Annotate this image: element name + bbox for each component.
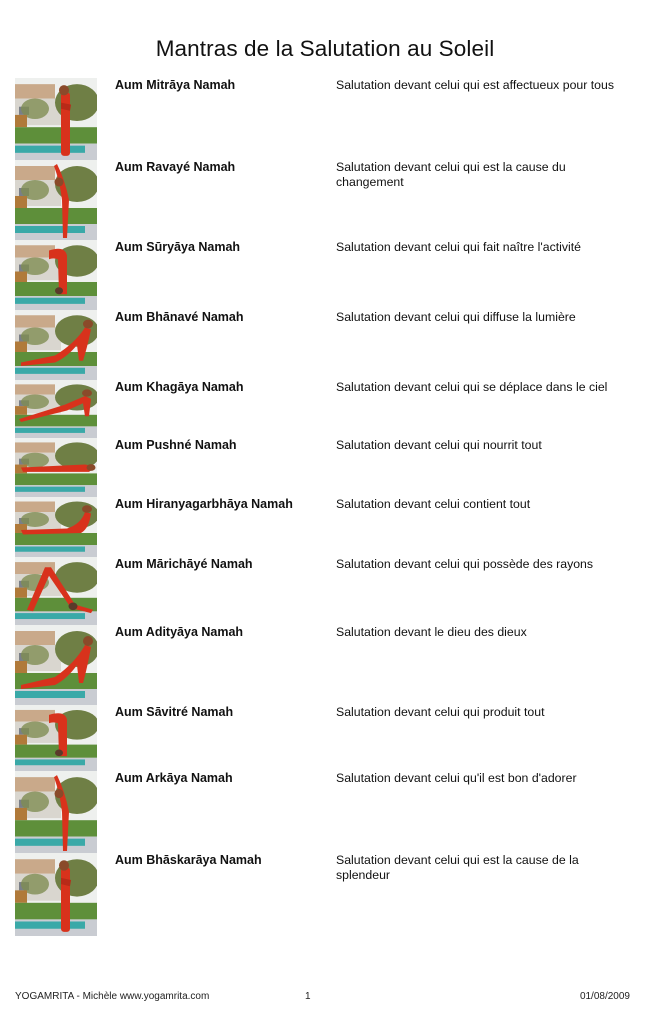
mantra-row xyxy=(0,771,650,853)
mantra-description: Salutation devant celui qui nourrit tout xyxy=(336,438,542,452)
pose-standing-prayer-icon xyxy=(15,78,97,160)
mantra-name: Aum Mārichāyé Namah xyxy=(115,557,253,571)
pose-plank-icon xyxy=(15,380,97,438)
pose-photo xyxy=(15,438,97,497)
mantra-description: Salutation devant celui qui produit tout xyxy=(336,705,545,719)
footer-page-number: 1 xyxy=(305,991,311,1002)
mantra-description: Salutation devant celui qu'il est bon d'adorer xyxy=(336,771,577,785)
pose-prone-icon xyxy=(15,438,97,497)
mantra-description: Salutation devant celui qui possède des rayons xyxy=(336,557,594,571)
mantra-description: Salutation devant celui qui est la cause de la splendeur xyxy=(336,853,579,882)
mantra-name: Aum Sūryāya Namah xyxy=(115,240,241,254)
mantra-row xyxy=(0,853,650,936)
mantra-name: Aum Bhāskarāya Namah xyxy=(115,853,262,867)
mantra-name: Aum Arkāya Namah xyxy=(115,771,233,785)
mantra-row xyxy=(0,78,650,160)
mantra-row xyxy=(0,240,650,310)
mantra-description: Salutation devant le dieu des dieux xyxy=(336,625,527,639)
pose-photo xyxy=(15,240,97,310)
pose-photo xyxy=(15,78,97,160)
pose-lunge-icon xyxy=(15,310,97,380)
pose-photo xyxy=(15,771,97,853)
pose-forward-fold-icon xyxy=(15,705,97,771)
mantra-name: Aum Sāvitré Namah xyxy=(115,705,234,719)
page-title: Mantras de la Salutation au Soleil xyxy=(155,36,495,61)
pose-backbend-arms-up-icon xyxy=(15,160,97,240)
pose-photo xyxy=(15,160,97,240)
mantra-row xyxy=(0,625,650,705)
mantra-row xyxy=(0,310,650,380)
pose-photo xyxy=(15,380,97,438)
pose-photo xyxy=(15,853,97,936)
pose-photo xyxy=(15,310,97,380)
mantra-name: Aum Hiranyagarbhāya Namah xyxy=(115,497,293,511)
mantra-row xyxy=(0,438,650,497)
mantra-name: Aum Mitrāya Namah xyxy=(115,78,236,92)
pose-downward-dog-icon xyxy=(15,557,97,625)
pose-photo xyxy=(15,497,97,557)
pose-photo xyxy=(15,625,97,705)
mantra-name: Aum Ravayé Namah xyxy=(115,160,236,174)
mantra-name: Aum Bhānavé Namah xyxy=(115,310,244,324)
pose-backbend-arms-up-icon xyxy=(15,771,97,853)
pose-photo xyxy=(15,705,97,771)
mantra-description: Salutation devant celui qui est affectueux pour tous xyxy=(336,78,615,92)
footer-date: 01/08/2009 xyxy=(579,991,630,1002)
pose-standing-prayer-icon xyxy=(15,853,97,936)
pose-cobra-icon xyxy=(15,497,97,557)
pose-photo xyxy=(15,557,97,625)
mantra-name: Aum Khagāya Namah xyxy=(115,380,244,394)
mantra-description: Salutation devant celui qui est la cause du changement xyxy=(336,160,566,189)
mantra-description: Salutation devant celui qui diffuse la lumière xyxy=(336,310,576,324)
mantra-row xyxy=(0,497,650,557)
pose-lunge-icon xyxy=(15,625,97,705)
mantra-name: Aum Pushné Namah xyxy=(115,438,237,452)
mantra-description: Salutation devant celui qui fait naître l'activité xyxy=(336,240,582,254)
mantra-row xyxy=(0,380,650,438)
mantra-row xyxy=(0,557,650,625)
footer-author: YOGAMRITA - Michèle www.yogamrita.com xyxy=(15,991,210,1002)
mantra-description: Salutation devant celui qui se déplace dans le ciel xyxy=(336,380,608,394)
mantra-row xyxy=(0,705,650,771)
mantra-description: Salutation devant celui contient tout xyxy=(336,497,531,511)
mantra-name: Aum Adityāya Namah xyxy=(115,625,244,639)
pose-forward-fold-icon xyxy=(15,240,97,310)
mantra-row xyxy=(0,160,650,240)
